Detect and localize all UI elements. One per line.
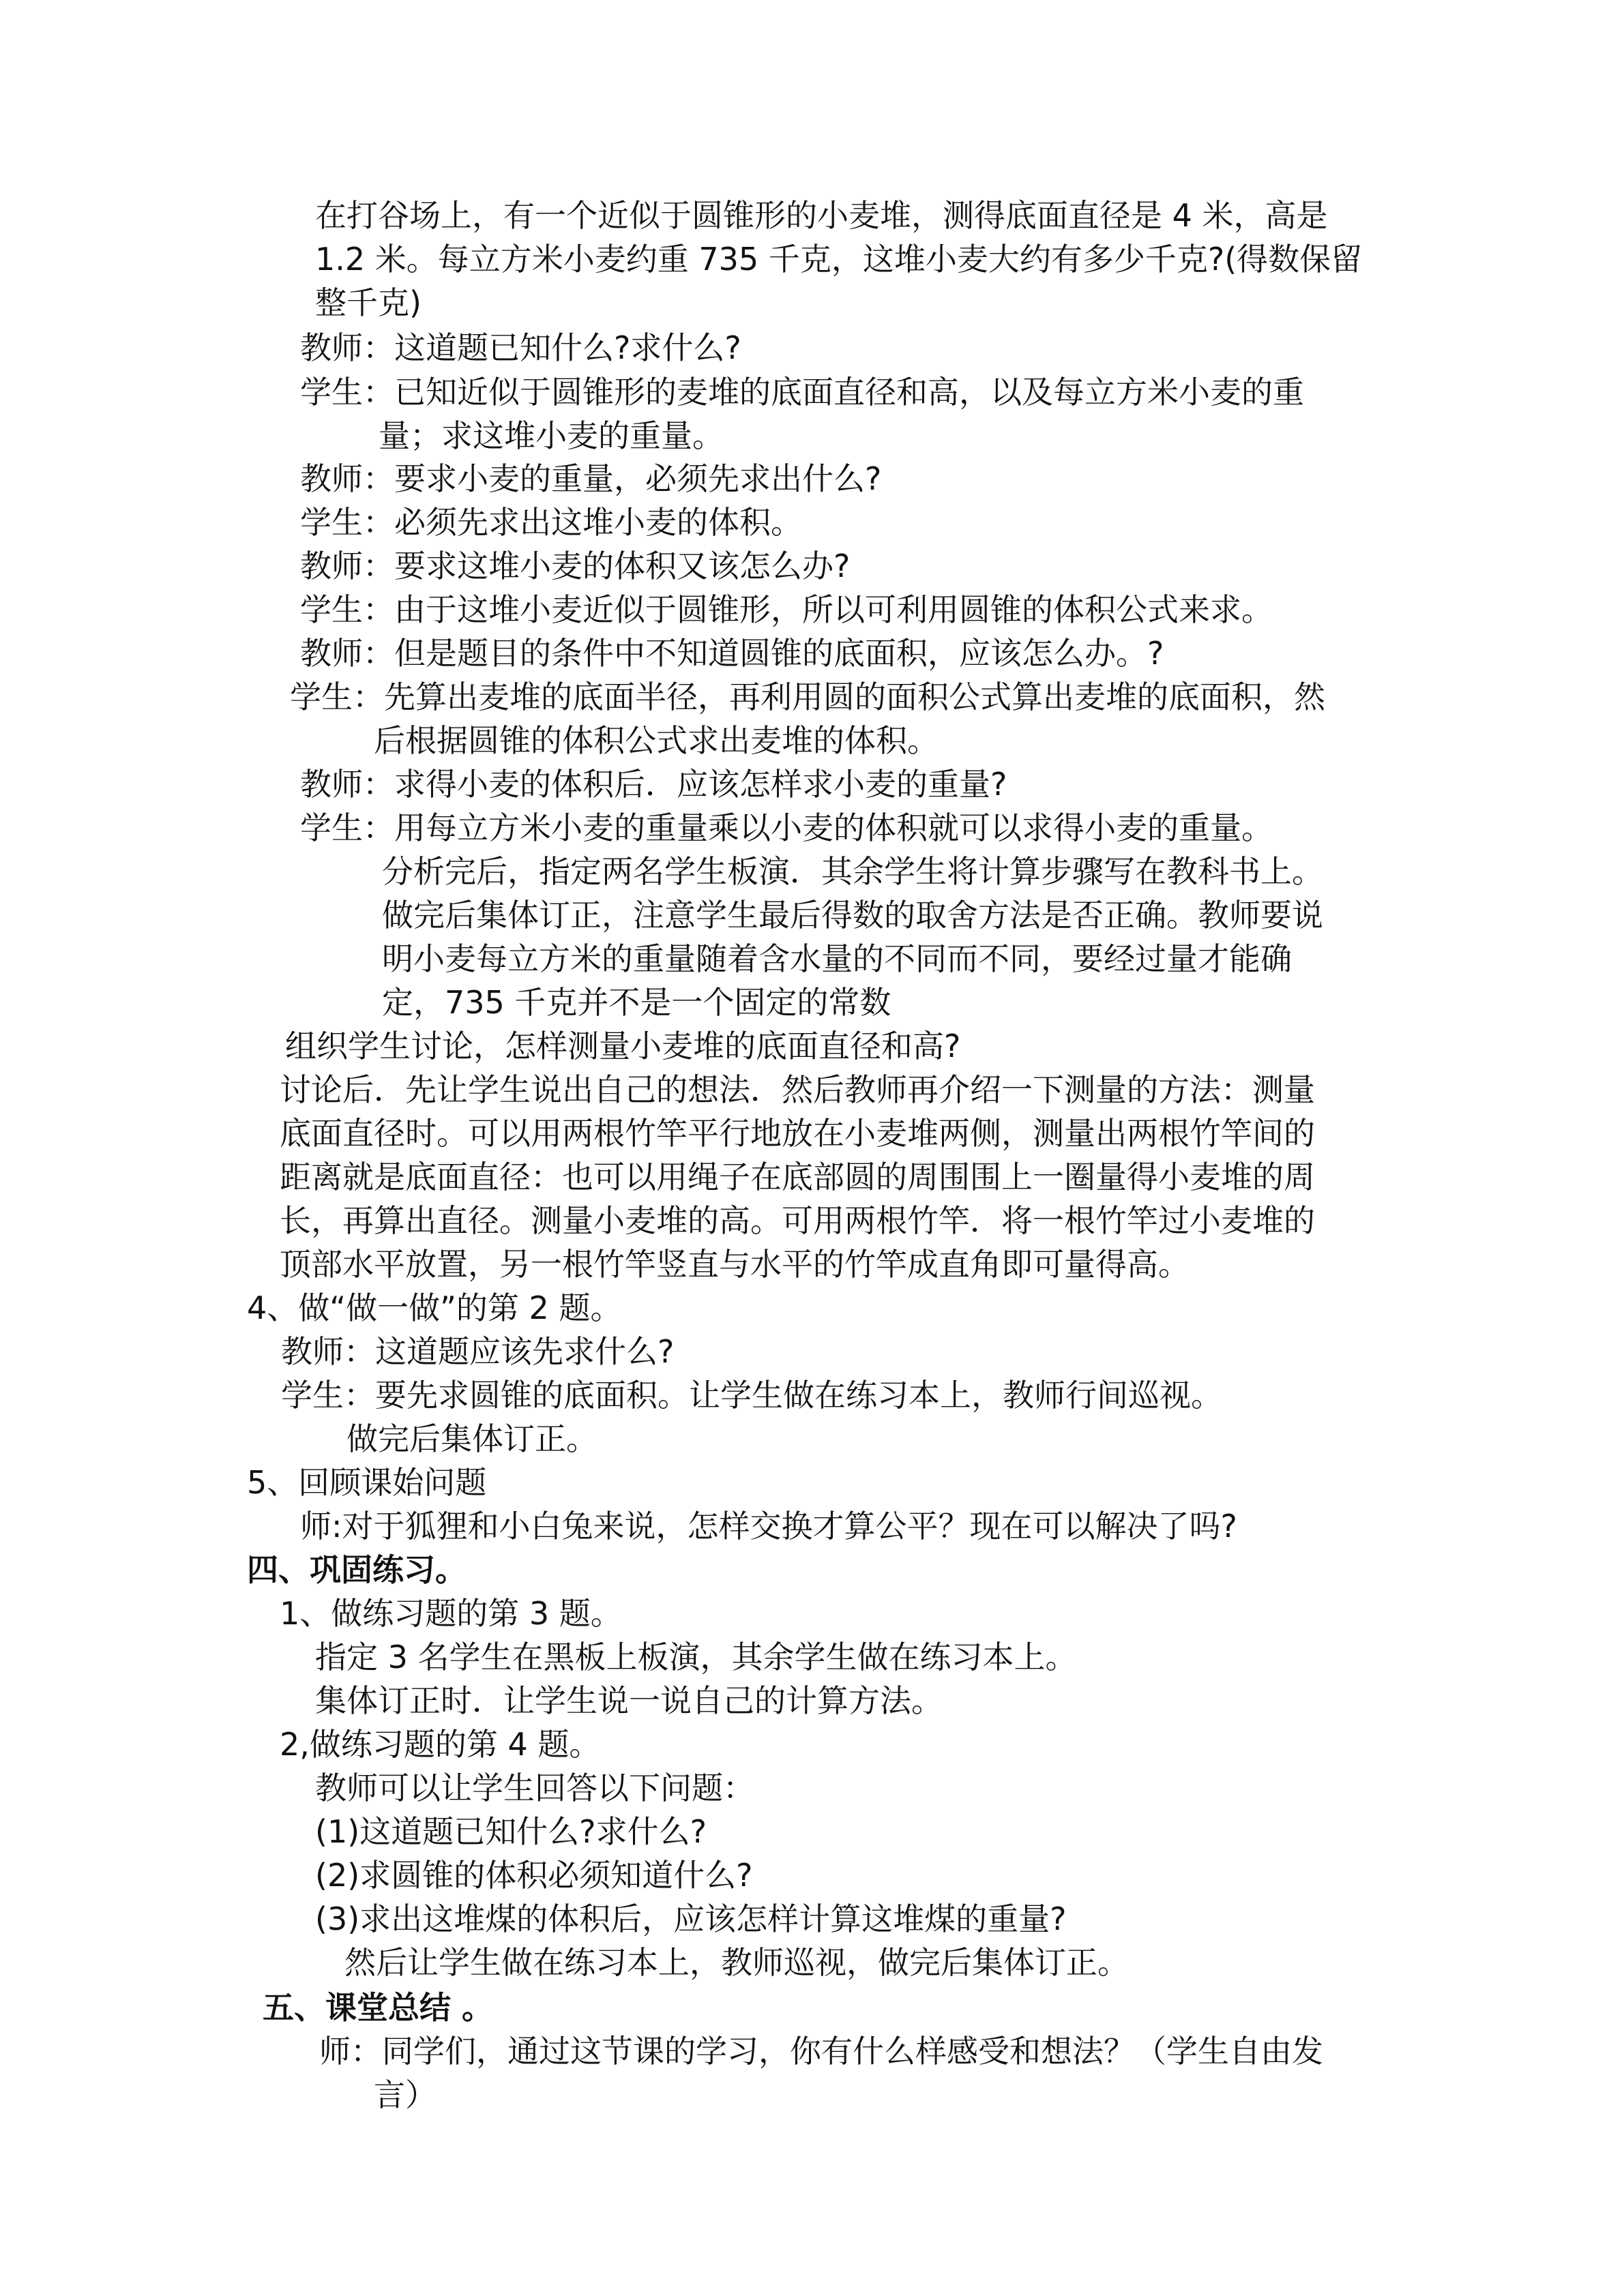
exercise-2-question: (3)求出这堆煤的体积后，应该怎样计算这堆煤的重量?: [315, 1900, 1067, 1937]
item-4-line: 学生：要先求圆锥的底面积。让学生做在练习本上，教师行间巡视。: [281, 1377, 1222, 1414]
section-4-heading: 四、巩固练习。: [247, 1551, 467, 1588]
exercise-2-question: (1)这道题已知什么?求什么?: [315, 1813, 707, 1850]
dialog-line: 教师：要求小麦的重量，必须先求出什么?: [300, 460, 882, 497]
discuss-line: 底面直径时。可以用两根竹竿平行地放在小麦堆两侧，测量出两根竹竿间的: [280, 1115, 1315, 1152]
analysis-line: 定，735 千克并不是一个固定的常数: [382, 984, 891, 1021]
problem-line: 整千克): [315, 284, 422, 321]
discuss-line: 长，再算出直径。测量小麦堆的高。可用两根竹竿．将一根竹竿过小麦堆的: [280, 1202, 1315, 1239]
dialog-line: 学生：先算出麦堆的底面半径，再利用圆的面积公式算出麦堆的底面积，然: [290, 679, 1325, 715]
dialog-line: 学生：由于这堆小麦近似于圆锥形，所以可利用圆锥的体积公式来求。: [300, 591, 1273, 628]
exercise-2-question: (2)求圆锥的体积必须知道什么?: [315, 1857, 753, 1894]
exercise-2-heading: 2,做练习题的第 4 题。: [280, 1726, 601, 1763]
discuss-line: 讨论后．先让学生说出自己的想法．然后教师再介绍一下测量的方法：测量: [280, 1071, 1315, 1108]
summary-line: 师：同学们，通过这节课的学习，你有什么样感受和想法？（学生自由发: [319, 2033, 1323, 2070]
dialog-line: 教师：要求这堆小麦的体积又该怎么办?: [300, 548, 851, 584]
discuss-question: 组织学生讨论，怎样测量小麦堆的底面直径和高?: [285, 1028, 961, 1064]
item-5-heading: 5、回顾课始问题: [247, 1464, 487, 1501]
analysis-line: 明小麦每立方米的重量随着含水量的不同而不同，要经过量才能确: [382, 940, 1292, 977]
dialog-line: 教师：这道题已知什么?求什么?: [300, 329, 741, 366]
exercise-2-intro: 教师可以让学生回答以下问题：: [315, 1770, 754, 1806]
analysis-line: 做完后集体订正，注意学生最后得数的取舍方法是否正确。教师要说: [382, 897, 1323, 934]
dialog-line: 学生：用每立方米小麦的重量乘以小麦的体积就可以求得小麦的重量。: [300, 809, 1273, 846]
problem-line: 1.2 米。每立方米小麦约重 735 千克，这堆小麦大约有多少千克?(得数保留: [315, 241, 1363, 278]
dialog-line: 量；求这堆小麦的重量。: [379, 417, 724, 454]
problem-line: 在打谷场上，有一个近似于圆锥形的小麦堆，测得底面直径是 4 米，高是: [315, 197, 1328, 234]
analysis-line: 分析完后，指定两名学生板演．其余学生将计算步骤写在教科书上。: [382, 853, 1323, 890]
dialog-line: 教师：但是题目的条件中不知道圆锥的底面积，应该怎么办。?: [300, 635, 1164, 672]
dialog-line: 教师：求得小麦的体积后．应该怎样求小麦的重量?: [300, 766, 1007, 803]
item-4-heading: 4、做“做一做”的第 2 题。: [247, 1289, 622, 1326]
exercise-1-heading: 1、做练习题的第 3 题。: [280, 1595, 622, 1632]
summary-line: 言）: [374, 2076, 437, 2113]
exercise-2-after: 然后让学生做在练习本上，教师巡视，做完后集体订正。: [344, 1944, 1129, 1981]
section-5-heading: 五、课堂总结 。: [263, 1989, 494, 2026]
discuss-line: 距离就是底面直径：也可以用绳子在底部圆的周围围上一圈量得小麦堆的周: [280, 1159, 1315, 1195]
item-4-line: 教师：这道题应该先求什么?: [281, 1333, 675, 1370]
discuss-line: 顶部水平放置，另一根竹竿竖直与水平的竹竿成直角即可量得高。: [280, 1246, 1190, 1283]
item-4-line: 做完后集体订正。: [346, 1420, 597, 1457]
dialog-line: 学生：已知近似于圆锥形的麦堆的底面直径和高，以及每立方米小麦的重: [300, 374, 1304, 411]
item-5-line: 师:对于狐狸和小白兔来说，怎样交换才算公平？现在可以解决了吗?: [300, 1508, 1237, 1545]
dialog-line: 后根据圆锥的体积公式求出麦堆的体积。: [374, 722, 939, 759]
exercise-1-line: 指定 3 名学生在黑板上板演，其余学生做在练习本上。: [315, 1639, 1077, 1675]
exercise-1-line: 集体订正时．让学生说一说自己的计算方法。: [315, 1682, 943, 1719]
dialog-line: 学生：必须先求出这堆小麦的体积。: [300, 504, 802, 541]
